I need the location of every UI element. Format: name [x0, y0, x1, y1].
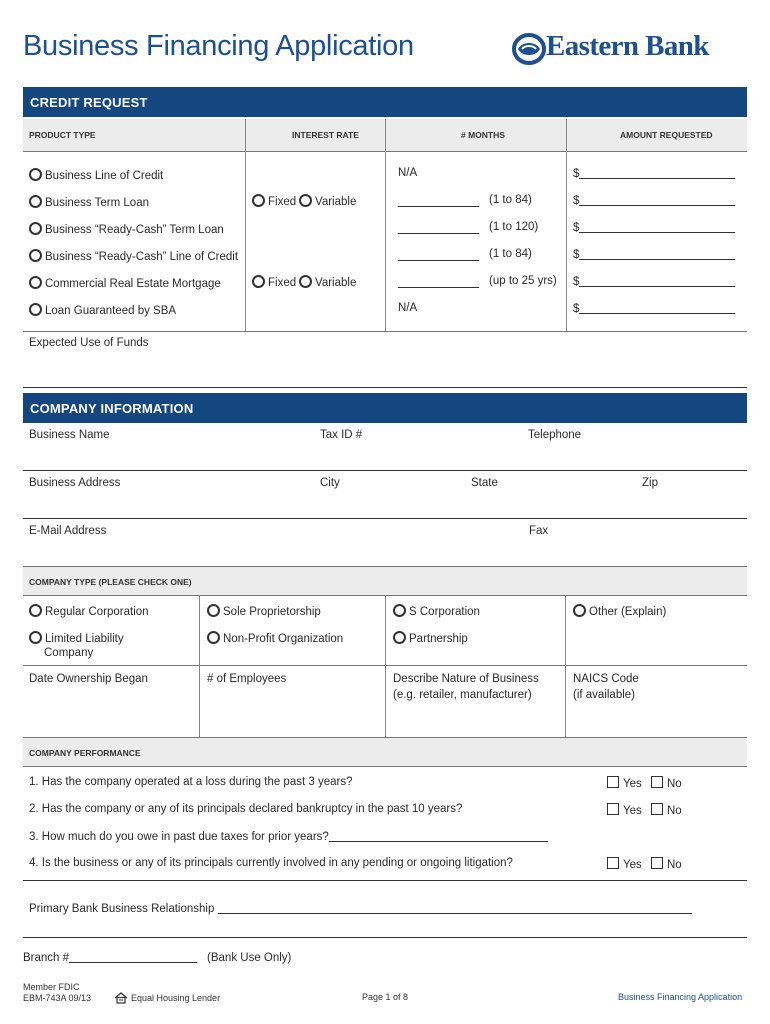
months-field[interactable]	[398, 221, 479, 234]
business-address-field[interactable]: Business Address	[29, 477, 121, 489]
company-info-title: COMPANY INFORMATION	[30, 401, 194, 416]
checkbox-icon[interactable]	[651, 803, 663, 815]
type-llc[interactable]: Limited Liability	[29, 631, 124, 645]
rate-option-fixed[interactable]: Fixed	[252, 194, 296, 208]
business-name-field[interactable]: Business Name	[29, 429, 110, 441]
logo-mark-icon	[512, 32, 546, 66]
col-divider	[566, 119, 567, 331]
branch-field[interactable]	[69, 951, 197, 963]
naics-code-label[interactable]: NAICS Code	[573, 673, 639, 685]
credit-request-title: CREDIT REQUEST	[30, 95, 148, 110]
eastern-bank-logo	[512, 30, 750, 70]
performance-title: COMPANY PERFORMANCE	[29, 748, 141, 758]
type-non-profit[interactable]: Non-Profit Organization	[207, 631, 343, 645]
branch-line: Branch # (Bank Use Only)	[23, 952, 292, 964]
rate-option-fixed[interactable]: Fixed	[252, 275, 296, 289]
type-llc-line2: Company	[44, 647, 94, 659]
product-row[interactable]: Business “Ready-Cash” Term Loan	[29, 222, 224, 236]
amount-field[interactable]: $	[573, 221, 735, 234]
credit-request-header	[23, 87, 747, 117]
logo-text: Eastern Bank	[546, 30, 709, 62]
checkbox-icon[interactable]	[651, 857, 663, 869]
question-3: 3. How much do you owe in past due taxes for prior years?	[29, 830, 548, 843]
nature-business-label[interactable]: Describe Nature of Business	[393, 673, 539, 685]
question-1: 1. Has the company operated at a loss during the past 3 years?	[29, 776, 353, 788]
radio-icon[interactable]	[207, 631, 220, 644]
rate-option-variable[interactable]: Variable	[299, 194, 356, 208]
q4-no[interactable]: No	[651, 857, 682, 871]
radio-icon[interactable]	[393, 604, 406, 617]
col-divider	[199, 595, 200, 737]
equal-housing-lender: Equal Housing Lender	[131, 993, 221, 1003]
radio-icon[interactable]	[207, 604, 220, 617]
checkbox-icon[interactable]	[651, 776, 663, 788]
checkbox-icon[interactable]	[607, 803, 619, 815]
months-field[interactable]	[398, 194, 479, 207]
primary-bank-relationship: Primary Bank Business Relationship	[29, 902, 692, 915]
q4-yes[interactable]: Yes	[607, 857, 642, 871]
radio-icon[interactable]	[29, 604, 42, 617]
equal-housing-icon	[114, 991, 128, 1003]
member-fdic: Member FDIC	[23, 982, 80, 992]
state-field[interactable]: State	[471, 477, 498, 489]
col-interest-rate: INTEREST RATE	[292, 130, 359, 140]
q2-yes[interactable]: Yes	[607, 803, 642, 817]
question-4: 4. Is the business or any of its principals currently involved in any pending or ongoing litigation?	[29, 857, 513, 869]
rate-option-variable[interactable]: Variable	[299, 275, 356, 289]
past-due-taxes-field[interactable]	[329, 830, 548, 842]
col-divider	[245, 119, 246, 331]
page-number: Page 1 of 8	[362, 992, 409, 1002]
radio-icon[interactable]	[299, 194, 312, 207]
q2-no[interactable]: No	[651, 803, 682, 817]
naics-code-hint: (if available)	[573, 689, 635, 701]
divider	[23, 331, 747, 332]
city-field[interactable]: City	[320, 477, 340, 489]
checkbox-icon[interactable]	[607, 776, 619, 788]
product-row[interactable]: Business “Ready-Cash” Line of Credit	[29, 249, 238, 263]
months-value: N/A	[398, 302, 418, 314]
months-hint: (1 to 120)	[489, 221, 539, 233]
radio-icon[interactable]	[29, 168, 42, 181]
type-s-corporation[interactable]: S Corporation	[393, 604, 480, 618]
divider	[23, 880, 747, 881]
divider	[23, 470, 747, 471]
radio-icon[interactable]	[393, 631, 406, 644]
product-row[interactable]: Business Line of Credit	[29, 168, 163, 182]
type-sole-proprietorship[interactable]: Sole Proprietorship	[207, 604, 321, 618]
employees-field[interactable]: # of Employees	[207, 673, 287, 685]
nature-business-hint: (e.g. retailer, manufacturer)	[393, 689, 532, 701]
product-row[interactable]: Business Term Loan	[29, 195, 149, 209]
radio-icon[interactable]	[299, 275, 312, 288]
amount-field[interactable]: $	[573, 194, 735, 207]
radio-icon[interactable]	[29, 222, 42, 235]
email-field[interactable]: E-Mail Address	[29, 525, 107, 537]
col-amount-requested: AMOUNT REQUESTED	[620, 130, 713, 140]
fax-field[interactable]: Fax	[529, 525, 549, 537]
company-info-header	[23, 393, 747, 423]
tax-id-field[interactable]: Tax ID #	[320, 429, 363, 441]
q1-yes[interactable]: Yes	[607, 776, 642, 790]
type-other[interactable]: Other (Explain)	[573, 604, 666, 618]
page-title: Business Financing Application	[23, 30, 414, 62]
company-type-title: COMPANY TYPE (PLEASE CHECK ONE)	[29, 577, 192, 587]
question-2: 2. Has the company or any of its principals declared bankruptcy in the past 10 years?	[29, 803, 463, 815]
months-hint: (up to 25 yrs)	[489, 275, 557, 287]
radio-icon[interactable]	[252, 275, 265, 288]
radio-icon[interactable]	[29, 303, 42, 316]
radio-icon[interactable]	[29, 631, 42, 644]
type-regular-corporation[interactable]: Regular Corporation	[29, 604, 149, 618]
product-row[interactable]: Commercial Real Estate Mortgage	[29, 276, 221, 290]
months-hint: (1 to 84)	[489, 194, 532, 206]
expected-use-label[interactable]: Expected Use of Funds	[29, 337, 149, 349]
col-divider	[385, 595, 386, 737]
footer-doc-title: Business Financing Application	[618, 992, 743, 1002]
amount-field[interactable]: $	[573, 275, 735, 288]
col-months: # MONTHS	[461, 130, 505, 140]
telephone-field[interactable]: Telephone	[528, 429, 582, 441]
radio-icon[interactable]	[29, 195, 42, 208]
col-product-type: PRODUCT TYPE	[29, 130, 96, 140]
months-field[interactable]	[398, 275, 479, 288]
amount-field[interactable]: $	[573, 248, 735, 261]
col-divider	[565, 595, 566, 737]
radio-icon[interactable]	[29, 249, 42, 262]
radio-icon[interactable]	[573, 604, 586, 617]
zip-field[interactable]: Zip	[642, 477, 658, 489]
primary-bank-field[interactable]	[218, 902, 692, 914]
col-divider	[385, 119, 386, 331]
date-ownership-field[interactable]: Date Ownership Began	[29, 673, 148, 685]
divider	[23, 518, 747, 519]
radio-icon[interactable]	[252, 194, 265, 207]
radio-icon[interactable]	[29, 276, 42, 289]
months-hint: (1 to 84)	[489, 248, 532, 260]
amount-field[interactable]: $	[573, 167, 735, 180]
q1-no[interactable]: No	[651, 776, 682, 790]
checkbox-icon[interactable]	[607, 857, 619, 869]
amount-field[interactable]: $	[573, 302, 735, 315]
divider	[23, 937, 747, 938]
form-id: EBM-743A 09/13	[23, 993, 92, 1003]
product-row[interactable]: Loan Guaranteed by SBA	[29, 303, 176, 317]
months-value: N/A	[398, 167, 418, 179]
type-partnership[interactable]: Partnership	[393, 631, 468, 645]
divider	[23, 665, 747, 666]
divider	[23, 387, 747, 388]
months-field[interactable]	[398, 248, 479, 261]
divider	[23, 766, 747, 767]
